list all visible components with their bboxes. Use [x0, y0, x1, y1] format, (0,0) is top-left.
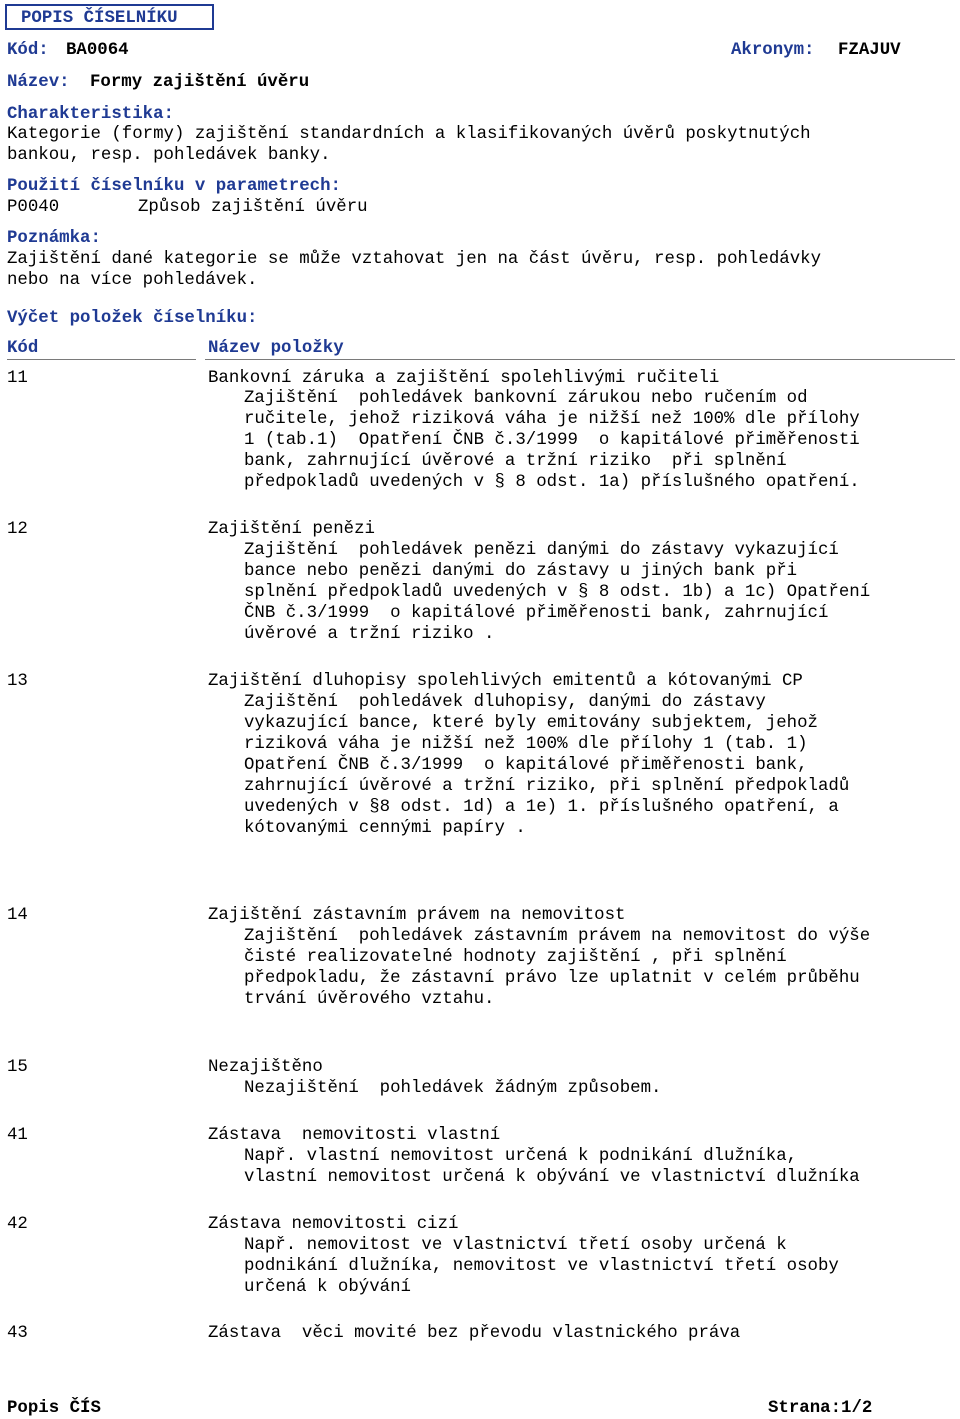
item-desc-line: ČNB č.3/1999 o kapitálové přiměřenosti bank, zahrnující — [244, 604, 829, 623]
item-desc-line: kótovanými cennými papíry . — [244, 819, 526, 838]
item-desc-line: vykazující bance, které byly emitovány subjektem, jehož — [244, 714, 818, 733]
item-desc-line: předpokladů uvedených v § 8 odst. 1a) příslušného opatření. — [244, 473, 860, 492]
item-name: Nezajištěno — [208, 1058, 323, 1077]
item-desc-line: Opatření ČNB č.3/1999 o kapitálové přiměřenosti bank, — [244, 756, 808, 775]
column-header-name: Název položky — [208, 339, 344, 358]
header-rule — [7, 359, 196, 360]
item-desc-line: čisté realizovatelné hodnoty zajištění , při splnění — [244, 948, 787, 967]
characteristics-line: Kategorie (formy) zajištění standardních a klasifikovaných úvěrů poskytnutých — [7, 125, 811, 144]
item-desc-line: splnění předpokladů uvedených v § 8 odst. 1b) a 1c) Opatření — [244, 583, 871, 602]
note-label: Poznámka: — [7, 229, 101, 248]
footer-page-number: Strana:1/2 — [768, 1399, 873, 1418]
note-line: Zajištění dané kategorie se může vztahovat jen na část úvěru, resp. pohledávky — [7, 250, 822, 269]
item-desc-line: Zajištění pohledávek penězi danými do zástavy vykazující — [244, 541, 839, 560]
item-desc-line: trvání úvěrového vztahu. — [244, 990, 495, 1009]
item-code: 14 — [7, 906, 28, 925]
item-desc-line: úvěrové a tržní riziko . — [244, 625, 495, 644]
item-code: 41 — [7, 1126, 28, 1145]
item-name: Zajištění zástavním právem na nemovitost — [208, 906, 626, 925]
item-desc-line: riziková váha je nižší než 100% dle přílohy 1 (tab. 1) — [244, 735, 808, 754]
header-rule — [205, 359, 955, 360]
item-name: Zástava věci movité bez převodu vlastnického práva — [208, 1324, 741, 1343]
item-desc-line: vlastní nemovitost určená k obývání ve vlastnictví dlužníka — [244, 1168, 860, 1187]
item-desc-line: podnikání dlužníka, nemovitost ve vlastnictví třetí osoby — [244, 1257, 839, 1276]
items-label: Výčet položek číselníku: — [7, 309, 258, 328]
name-label: Název: — [7, 73, 70, 92]
document-title: POPIS ČÍSELNÍKU — [5, 4, 214, 30]
item-code: 12 — [7, 520, 28, 539]
code-value: BA0064 — [66, 41, 129, 60]
item-desc-line: uvedených v §8 odst. 1d) a 1e) 1. příslušného opatření, a — [244, 798, 839, 817]
item-name: Bankovní záruka a zajištění spolehlivými ručiteli — [208, 369, 720, 388]
item-desc-line: předpokladu, že zástavní právo lze uplatnit v celém průběhu — [244, 969, 860, 988]
item-desc-line: bank, zahrnující úvěrové a tržní riziko při splnění — [244, 452, 787, 471]
name-value: Formy zajištění úvěru — [90, 73, 310, 92]
footer-document-name: Popis ČÍS — [7, 1399, 101, 1418]
item-desc-line: Např. vlastní nemovitost určená k podnikání dlužníka, — [244, 1147, 798, 1166]
item-desc-line: určená k obývání — [244, 1278, 411, 1297]
item-desc-line: Např. nemovitost ve vlastnictví třetí osoby určená k — [244, 1236, 787, 1255]
column-header-code: Kód — [7, 339, 39, 358]
item-desc-line: bance nebo penězi danými do zástavy u jiných bank při — [244, 562, 798, 581]
item-desc-line: Nezajištění pohledávek žádným způsobem. — [244, 1079, 662, 1098]
item-desc-line: Zajištění pohledávek dluhopisy, danými do zástavy — [244, 693, 766, 712]
item-code: 13 — [7, 672, 28, 691]
item-desc-line: 1 (tab.1) Opatření ČNB č.3/1999 o kapitálové přiměřenosti — [244, 431, 860, 450]
item-desc-line: Zajištění pohledávek zástavním právem na nemovitost do výše — [244, 927, 871, 946]
item-name: Zajištění dluhopisy spolehlivých emitentů a kótovanými CP — [208, 672, 803, 691]
item-name: Zástava nemovitosti vlastní — [208, 1126, 501, 1145]
item-name: Zástava nemovitosti cizí — [208, 1215, 459, 1234]
usage-param-desc: Způsob zajištění úvěru — [138, 198, 368, 217]
note-line: nebo na více pohledávek. — [7, 271, 258, 290]
characteristics-label: Charakteristika: — [7, 105, 174, 124]
acronym-value: FZAJUV — [838, 41, 901, 60]
acronym-label: Akronym: — [731, 41, 815, 60]
item-code: 43 — [7, 1324, 28, 1343]
usage-param-code: P0040 — [7, 198, 60, 217]
item-desc-line: zahrnující úvěrové a tržní riziko, při splnění předpokladů — [244, 777, 850, 796]
item-code: 15 — [7, 1058, 28, 1077]
item-code: 11 — [7, 369, 28, 388]
item-desc-line: ručitele, jehož riziková váha je nižší než 100% dle přílohy — [244, 410, 860, 429]
usage-label: Použití číselníku v parametrech: — [7, 177, 341, 196]
characteristics-line: bankou, resp. pohledávek banky. — [7, 146, 331, 165]
item-code: 42 — [7, 1215, 28, 1234]
code-label: Kód: — [7, 41, 49, 60]
item-name: Zajištění penězi — [208, 520, 375, 539]
item-desc-line: Zajištění pohledávek bankovní zárukou nebo ručením od — [244, 389, 808, 408]
